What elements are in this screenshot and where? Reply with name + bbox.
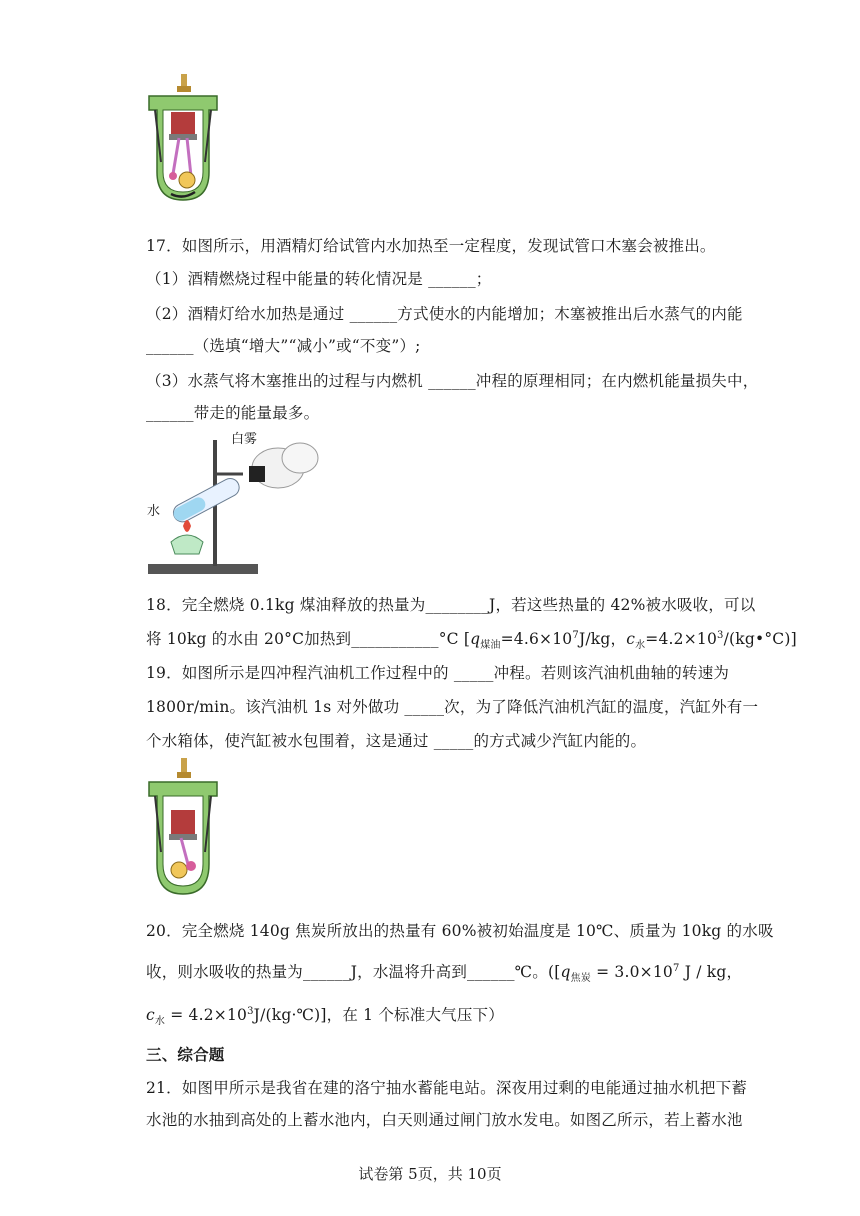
- test-tube-illustration: [143, 430, 343, 580]
- q17-part3b: ______带走的能量最多。: [146, 404, 320, 422]
- q18-line2: 将 10kg 的水由 20°C加热到___________°C [$q_{煤油}=4.6\times 10^7J/kg$，$c_水=4.2\times 10^3/(kg•^\circ C)$]: [146, 629, 797, 652]
- q20-line2: 收，则水吸收的热量为______J，水温将升高到______℃。([$q_{焦炭} = 3.0\times 10^7$ J / kg，: [146, 962, 743, 985]
- water-label: 水: [147, 504, 161, 519]
- q18-line1: 18．完全燃烧 0.1kg 煤油释放的热量为________J，若这些热量的 42%被水吸收，可以: [146, 596, 756, 614]
- q19-line3: 个水箱体，使汽缸被水包围着，这是通过 _____的方式减少汽缸内能的。: [146, 732, 647, 750]
- q17-stem: 17．如图所示，用酒精灯给试管内水加热至一定程度，发现试管口木塞会被推出。: [146, 237, 716, 255]
- q20-line3: $c_水$ = $4.2\times 10^3J/(kg\cdot℃)$]，在 1 个标准大气压下）: [146, 1005, 504, 1028]
- fog-label: 白雾: [231, 432, 258, 447]
- page-footer: 试卷第 5页，共 10页: [358, 1165, 502, 1183]
- q21-line1: 21．如图甲所示是我省在建的洛宁抽水蓄能电站。深夜用过剩的电能通过抽水机把下蓄: [146, 1079, 748, 1097]
- engine-diagram-2: [143, 756, 223, 898]
- q17-part2b: ______（选填“增大”“减小”或“不变”）;: [146, 337, 421, 355]
- q21-line2: 水池的水抽到高处的上蓄水池内，白天则通过闸门放水发电。如图乙所示，若上蓄水池: [146, 1111, 743, 1129]
- test-tube-diagram: [143, 430, 343, 580]
- q17-part1: （1）酒精燃烧过程中能量的转化情况是 ______；: [146, 270, 492, 288]
- section-heading: 三、综合题: [146, 1045, 225, 1064]
- q17-part2a: （2）酒精灯给水加热是通过 ______方式使水的内能增加；木塞被推出后水蒸气的内能: [146, 305, 743, 323]
- engine-diagram-1: [143, 72, 223, 204]
- q17-part3a: （3）水蒸气将木塞推出的过程与内燃机 ______冲程的原理相同；在内燃机能量损失中，: [146, 372, 759, 390]
- q19-line2: 1800r/min。该汽油机 1s 对外做功 _____次，为了降低汽油机汽缸的温度，汽缸外有一: [146, 698, 759, 716]
- q19-line1: 19．如图所示是四冲程汽油机工作过程中的 _____冲程。若则该汽油机曲轴的转速为: [146, 664, 730, 682]
- q20-line1: 20．完全燃烧 140g 焦炭所放出的热量有 60%被初始温度是 10℃、质量为 10kg 的水吸: [146, 922, 774, 940]
